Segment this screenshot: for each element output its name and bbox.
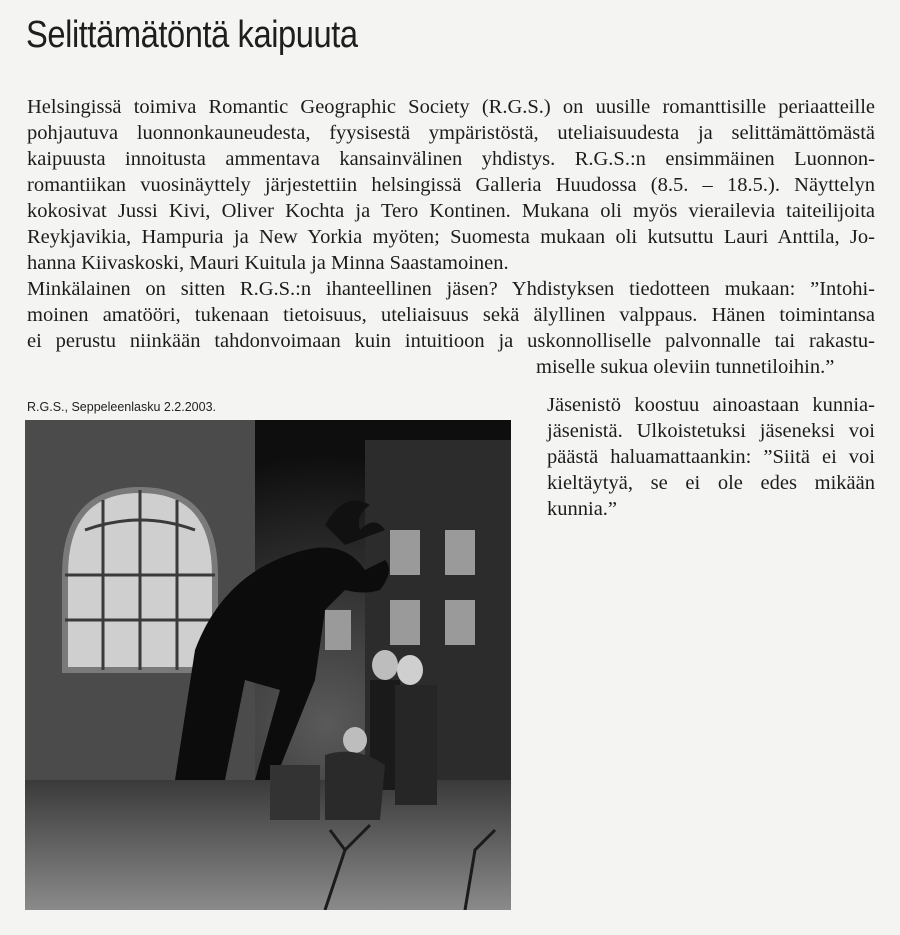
- tree-stump: [270, 765, 320, 820]
- body-line-12: Jäsenistö koostuu ainoastaan kunnia-: [547, 394, 875, 416]
- body-line-14: päästä haluamattaankin: ”Siitä ei voi: [547, 446, 875, 468]
- body-line-10: ei perustu niinkään tahdonvoimaan kuin intuitioon ja uskonnolliselle palvonnalle tai rakastu-: [27, 330, 875, 352]
- body-line-11: miselle sukua oleviin tunnetiloihin.”: [536, 356, 835, 378]
- body-line-9: moinen amatööri, tukenaan tietoisuus, uteliaisuus sekä älyllinen valppaus. Hänen toimintansa: [27, 304, 875, 326]
- body-line-13: jäsenistä. Ulkoistetuksi jäseneksi voi: [547, 420, 875, 442]
- body-line-15: kieltäytyä, se ei ole edes mikään: [547, 472, 875, 494]
- body-line-2: pohjautuva luonnonkauneudesta, fyysisestä ympäristöstä, uteliaisuudesta ja selittämättömästä: [27, 122, 875, 144]
- body-line-6: Reykjavikia, Hampuria ja New Yorkia myöten; Suomesta mukaan oli kutsuttu Lauri Anttila, Jo-: [27, 226, 875, 248]
- body-line-4: romantiikan vuosinäyttely järjestettiin helsingissä Galleria Huudossa (8.5. – 18.5.). Näyttelyn: [27, 174, 875, 196]
- body-line-5: kokosivat Jussi Kivi, Oliver Kochta ja Tero Kontinen. Mukana oli myös vierailevia taiteilijoita: [27, 200, 875, 222]
- photo-caption: R.G.S., Seppeleenlasku 2.2.2003.: [27, 400, 217, 414]
- body-line-7: hanna Kiivaskoski, Mauri Kuitula ja Minna Saastamoinen.: [27, 252, 509, 274]
- body-line-16: kunnia.”: [547, 498, 618, 520]
- body-line-1: Helsingissä toimiva Romantic Geographic Society (R.G.S.) on uusille romanttisille periaatteille: [27, 96, 875, 118]
- photo: [25, 420, 511, 910]
- ground: [25, 780, 511, 910]
- body-line-3: kaipuusta innoitusta ammentava kansainvälinen yhdistys. R.G.S.:n ensimmäinen Luonnon-: [27, 148, 875, 170]
- photo-illustration: [25, 420, 511, 910]
- article-title: Selittämätöntä kaipuuta: [26, 14, 358, 56]
- body-line-8: Minkälainen on sitten R.G.S.:n ihanteellinen jäsen? Yhdistyksen tiedotteen mukaan: ”Intohi-: [27, 278, 875, 300]
